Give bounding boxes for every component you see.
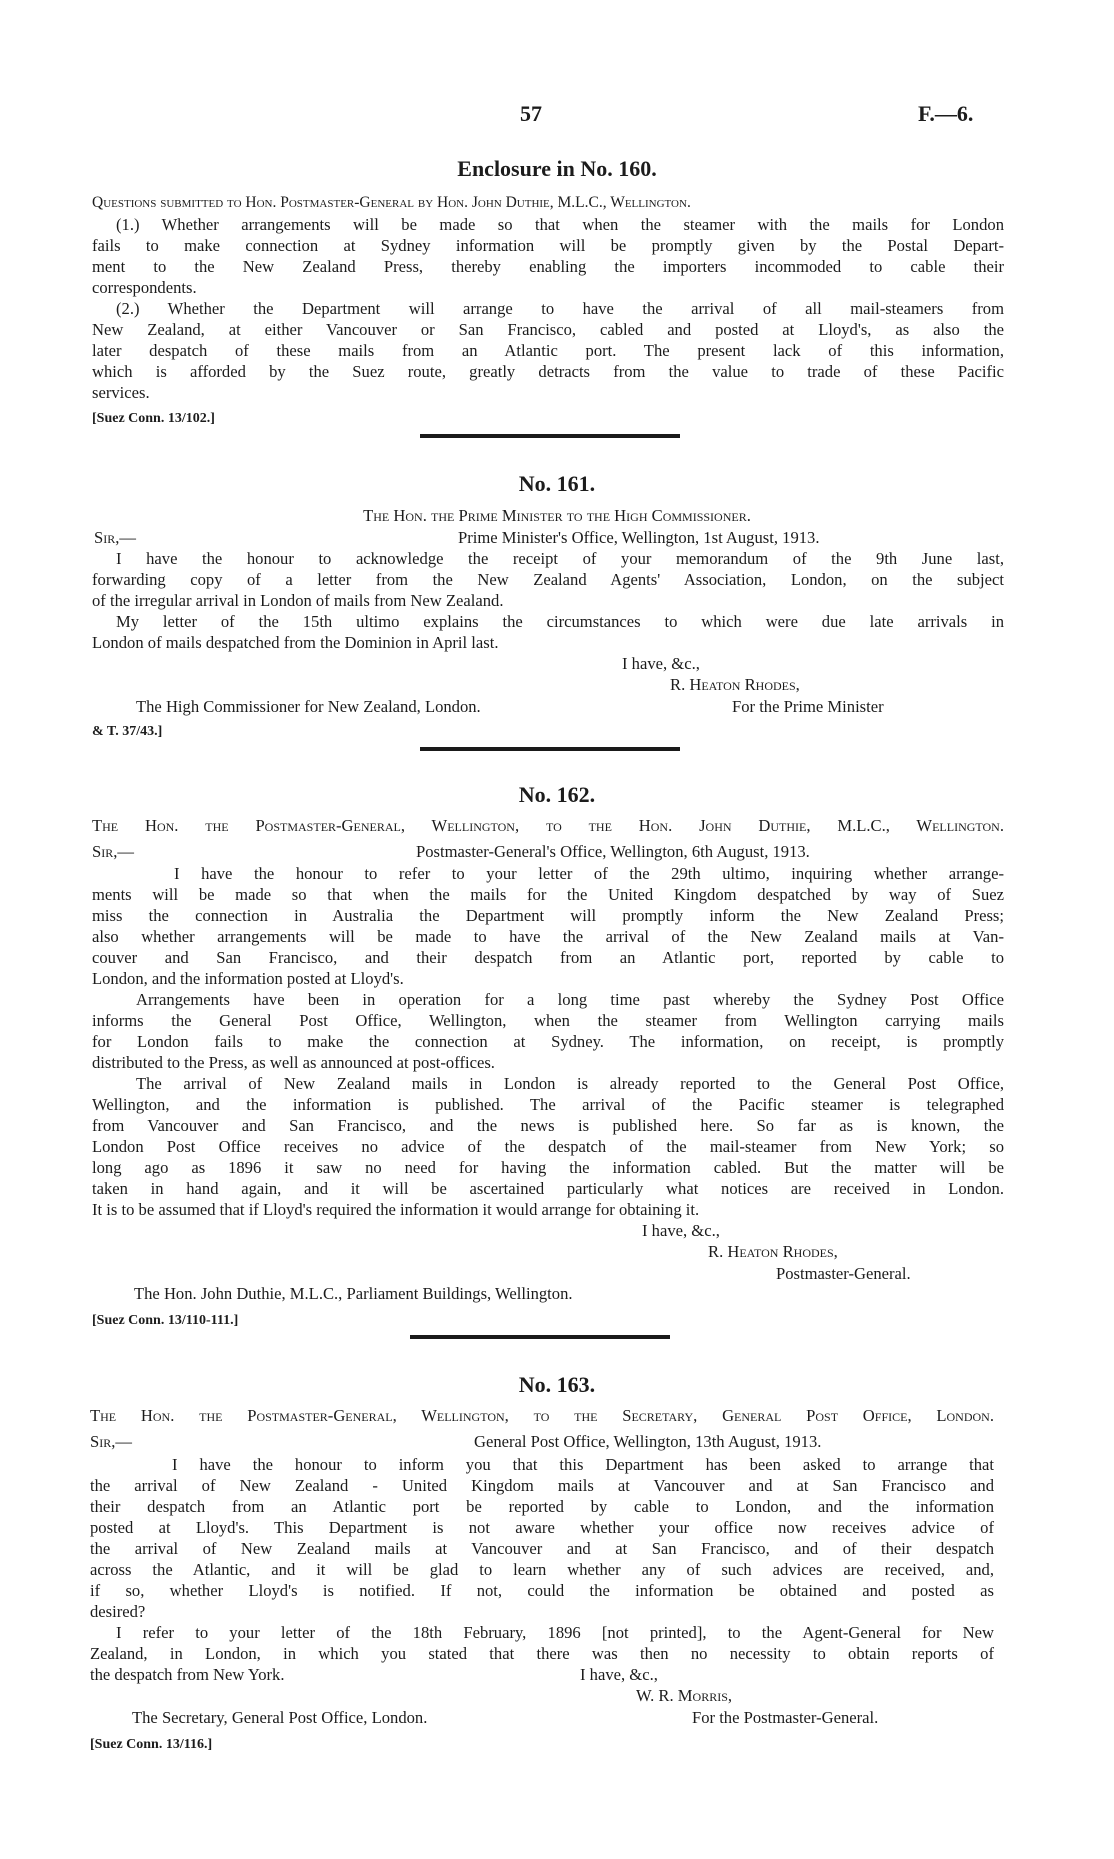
no-162-recipient: The Hon. John Duthie, M.L.C., Parliament Buildings, Wellington. xyxy=(134,1284,573,1303)
no-161-salutation: Sir,— xyxy=(94,528,136,547)
no-162-line: miss the connection in Australia the Department will promptly inform the New Zealand Press; xyxy=(92,906,1004,925)
enclosure-160-line: (2.) Whether the Department will arrange to have the arrival of all mail-steamers from xyxy=(116,299,1004,318)
no-162-line: ments will be made so that when the mails for the United Kingdom despatched by way of Suez xyxy=(92,885,1004,904)
no-161-line: I have the honour to acknowledge the receipt of your memorandum of the 9th June last, xyxy=(116,549,1004,568)
no-163-title: No. 163. xyxy=(518,1372,596,1397)
enclosure-160-line: which is afforded by the Suez route, greatly detracts from the value to trade of these Pacific xyxy=(92,362,1004,381)
no-162-line: for London fails to make the connection at Sydney. The information, on receipt, is promptly xyxy=(92,1032,1004,1051)
enclosure-160-line: New Zealand, at either Vancouver or San Francisco, cabled and posted at Lloyd's, as also the xyxy=(92,320,1004,339)
no-162-line: It is to be assumed that if Lloyd's required the information it would arrange for obtaining it. xyxy=(92,1200,700,1219)
no-163-line: I refer to your letter of the 18th February, 1896 [not printed], to the Agent-General for New xyxy=(116,1623,994,1642)
enclosure-160-line: later despatch of these mails from an Atlantic port. The present lack of this information, xyxy=(92,341,1004,360)
enclosure-160-title: Enclosure in No. 160. xyxy=(457,156,657,181)
no-162-closing: I have, &c., xyxy=(642,1221,720,1240)
enclosure-160-reference: [Suez Conn. 13/102.] xyxy=(92,411,215,426)
no-162-line: Wellington, and the information is published. The arrival of the Pacific steamer is telegraphed xyxy=(92,1095,1004,1114)
no-161-reference: & T. 37/43.] xyxy=(92,724,163,739)
no-163-line: desired? xyxy=(90,1602,146,1621)
no-161-line: London of mails despatched from the Dominion in April last. xyxy=(92,633,499,652)
enclosure-160-line: fails to make connection at Sydney information will be promptly given by the Postal Depart- xyxy=(92,236,1004,255)
no-162-line: London, and the information posted at Lloyd's. xyxy=(92,969,404,988)
no-163-line: Zealand, in London, in which you stated that there was then no necessity to obtain reports of xyxy=(90,1644,994,1663)
enclosure-160-line: correspondents. xyxy=(92,278,197,297)
no-162-signature-role: Postmaster-General. xyxy=(776,1264,911,1283)
no-163-address: General Post Office, Wellington, 13th August, 1913. xyxy=(474,1432,822,1451)
no-163-line: the despatch from New York. xyxy=(90,1665,285,1684)
no-161-line: My letter of the 15th ultimo explains the circumstances to which were due late arrivals in xyxy=(116,612,1004,631)
no-161-signature: R. Heaton Rhodes, xyxy=(670,675,800,694)
series-code: F.—6. xyxy=(918,101,974,126)
no-162-signature: R. Heaton Rhodes, xyxy=(708,1242,838,1261)
no-163-subtitle: The Hon. the Postmaster-General, Wellington, to the Secretary, General Post Office, London. xyxy=(90,1406,994,1425)
no-162-address: Postmaster-General's Office, Wellington, 6th August, 1913. xyxy=(416,842,810,861)
no-162-line: I have the honour to refer to your letter of the 29th ultimo, inquiring whether arrange- xyxy=(174,864,1004,883)
no-162-line: couver and San Francisco, and their despatch from an Atlantic port, reported by cable to xyxy=(92,948,1004,967)
no-162-line: distributed to the Press, as well as announced at post-offices. xyxy=(92,1053,495,1072)
no-161-line: of the irregular arrival in London of mails from New Zealand. xyxy=(92,591,504,610)
no-162-line: Arrangements have been in operation for a long time past whereby the Sydney Post Office xyxy=(136,990,1004,1009)
no-162-salutation: Sir,— xyxy=(92,842,134,861)
no-162-line: The arrival of New Zealand mails in London is already reported to the General Post Office, xyxy=(136,1074,1004,1093)
no-163-signature: W. R. Morris, xyxy=(636,1686,733,1705)
no-163-line: posted at Lloyd's. This Department is not aware whether your office now receives advice of xyxy=(90,1518,994,1537)
no-163-line: across the Atlantic, and it will be glad to learn whether any of such advices are received, and, xyxy=(90,1560,994,1579)
no-162-line: also whether arrangements will be made to have the arrival of the New Zealand mails at Van- xyxy=(92,927,1004,946)
section-divider xyxy=(420,747,680,751)
enclosure-160-subtitle: Questions submitted to Hon. Postmaster-General by Hon. John Duthie, M.L.C., Wellington. xyxy=(92,194,691,211)
no-163-signature-role: For the Postmaster-General. xyxy=(692,1708,879,1727)
no-161-subtitle: The Hon. the Prime Minister to the High Commissioner. xyxy=(363,506,751,525)
no-162-line: from Vancouver and San Francisco, and the news is published here. So far as is known, the xyxy=(92,1116,1004,1135)
section-divider xyxy=(410,1335,670,1339)
no-163-line: I have the honour to inform you that this Department has been asked to arrange that xyxy=(172,1455,994,1474)
enclosure-160-line: (1.) Whether arrangements will be made so that when the steamer with the mails for London xyxy=(116,215,1004,234)
no-163-line: the arrival of New Zealand - United Kingdom mails at Vancouver and at San Francisco and xyxy=(90,1476,994,1495)
no-163-recipient: The Secretary, General Post Office, London. xyxy=(132,1708,428,1727)
no-162-line: long ago as 1896 it saw no need for having the information cabled. But the matter will be xyxy=(92,1158,1004,1177)
no-162-reference: [Suez Conn. 13/110-111.] xyxy=(92,1313,239,1328)
page-number: 57 xyxy=(520,101,542,126)
enclosure-160-line: ment to the New Zealand Press, thereby enabling the importers incommoded to cable their xyxy=(92,257,1004,276)
section-divider xyxy=(420,434,680,438)
no-163-salutation: Sir,— xyxy=(90,1432,132,1451)
no-162-title: No. 162. xyxy=(518,782,596,807)
no-161-closing: I have, &c., xyxy=(622,654,700,673)
no-161-line: forwarding copy of a letter from the New Zealand Agents' Association, London, on the subject xyxy=(92,570,1004,589)
no-162-line: taken in hand again, and it will be ascertained particularly what notices are received in London. xyxy=(92,1179,1004,1198)
no-161-recipient: The High Commissioner for New Zealand, London. xyxy=(136,697,481,716)
no-161-address: Prime Minister's Office, Wellington, 1st August, 1913. xyxy=(458,528,820,547)
no-163-closing: I have, &c., xyxy=(580,1665,658,1684)
no-162-subtitle: The Hon. the Postmaster-General, Wellington, to the Hon. John Duthie, M.L.C., Wellington. xyxy=(92,816,1004,835)
enclosure-160-line: services. xyxy=(92,383,150,402)
no-163-reference: [Suez Conn. 13/116.] xyxy=(90,1737,213,1752)
no-161-title: No. 161. xyxy=(518,471,596,496)
no-163-line: if so, whether Lloyd's is notified. If not, could the information be obtained and posted as xyxy=(90,1581,994,1600)
no-163-line: the arrival of New Zealand mails at Vancouver and at San Francisco, and of their despatch xyxy=(90,1539,994,1558)
no-162-line: London Post Office receives no advice of the despatch of the mail-steamer from New York; so xyxy=(92,1137,1004,1156)
no-163-line: their despatch from an Atlantic port be reported by cable to London, and the information xyxy=(90,1497,994,1516)
no-161-signature-role: For the Prime Minister xyxy=(732,697,884,716)
no-162-line: informs the General Post Office, Wellington, when the steamer from Wellington carrying mails xyxy=(92,1011,1004,1030)
